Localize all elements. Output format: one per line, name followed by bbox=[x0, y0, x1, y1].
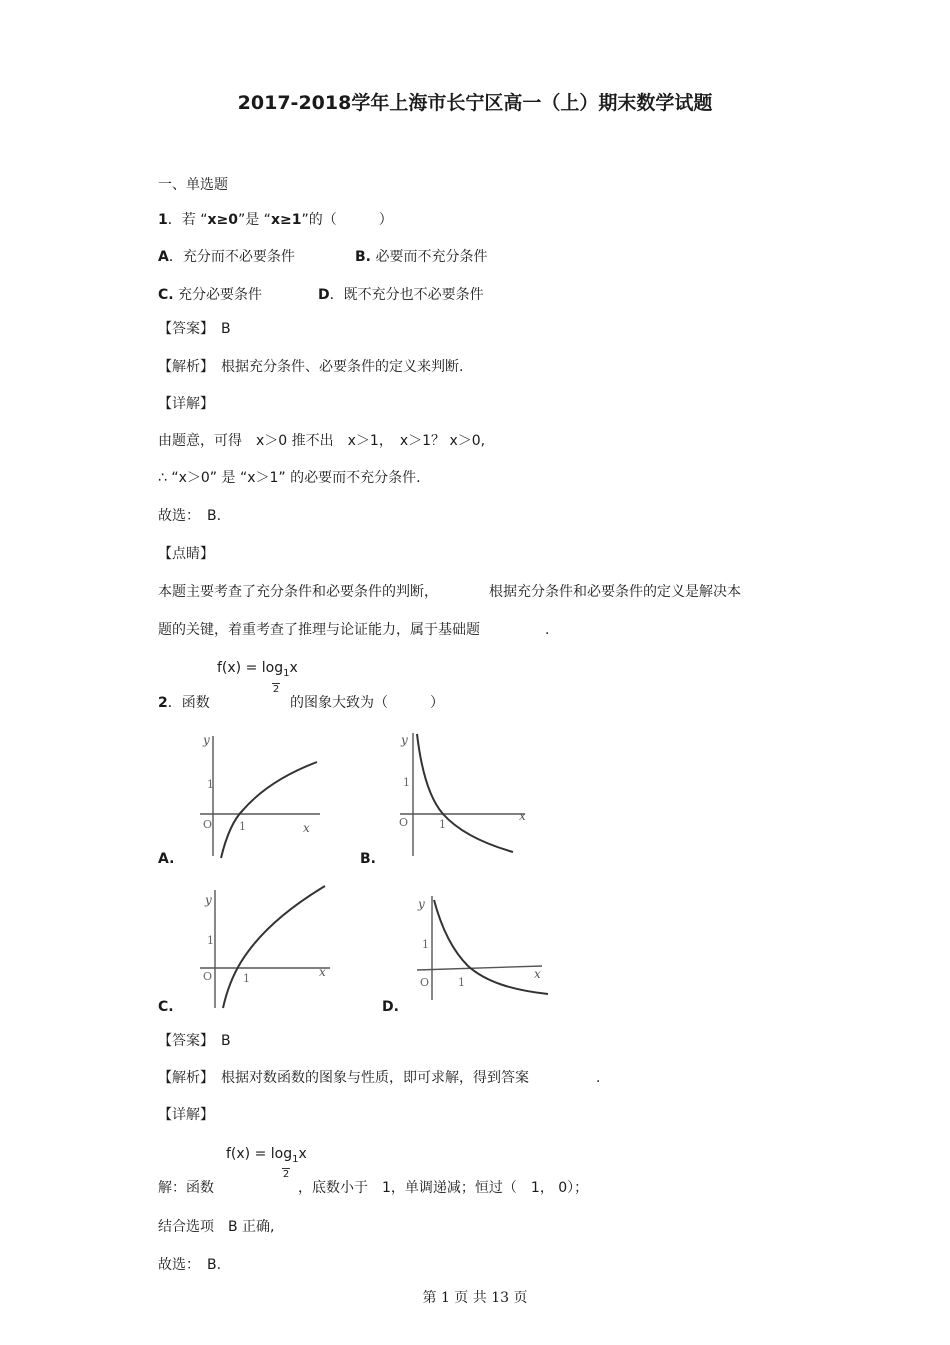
tick-one-y: 1 bbox=[403, 776, 410, 789]
option-d: D．既不充分也不必要条件 bbox=[318, 287, 484, 303]
y-label: y bbox=[203, 733, 210, 747]
condition-1: x≥0 bbox=[207, 212, 238, 228]
answer-2: 【答案】 B bbox=[158, 1033, 231, 1049]
question-2-stem-b: 的图象大致为（ ） bbox=[290, 695, 444, 711]
function-formula: $f(x) = \log_1x$ bbox=[217, 660, 298, 679]
tick-one-x: 1 bbox=[439, 818, 446, 831]
detail-line-1: 由题意，可得 x＞0 推不出 x＞1， x＞1？ x＞0, bbox=[158, 433, 486, 449]
analysis-2-end: . bbox=[596, 1070, 601, 1086]
y-label: y bbox=[401, 733, 408, 747]
comment-tag-1: 【点睛】 bbox=[158, 546, 214, 562]
origin-label: O bbox=[203, 970, 213, 983]
graph-option-d bbox=[412, 890, 552, 1005]
question-2-stem-a: 2．函数 bbox=[158, 695, 210, 711]
analysis-1: 【解析】 根据充分条件、必要条件的定义来判断. bbox=[158, 359, 464, 375]
origin-label: O bbox=[399, 816, 409, 829]
detail-line-2: ∴ “x＞0” 是 “x＞1” 的必要而不充分条件. bbox=[158, 470, 421, 486]
comment-line-2b: . bbox=[545, 622, 550, 638]
tick-one-y: 1 bbox=[422, 938, 429, 951]
condition-2: x≥1 bbox=[270, 212, 302, 228]
tick-one-x: 1 bbox=[458, 976, 465, 989]
comment-line-1a: 本题主要考查了充分条件和必要条件的判断， bbox=[158, 584, 438, 600]
question-1-stem: 1．若 “x≥0”是 “x≥1”的（ ） bbox=[158, 212, 393, 228]
comment-line-2a: 题的关键，着重考查了推理与论证能力，属于基础题 bbox=[158, 622, 480, 638]
origin-label: O bbox=[203, 818, 213, 831]
page-title: 2017-2018学年上海市长宁区高一（上）期末数学试题 bbox=[237, 92, 713, 114]
graph-option-a bbox=[195, 728, 330, 863]
option-a-label: A. bbox=[158, 851, 175, 867]
option-c-label: C. bbox=[158, 999, 174, 1015]
graph-option-c bbox=[195, 880, 335, 1015]
y-label: y bbox=[418, 897, 425, 911]
detail-tag-2: 【详解】 bbox=[158, 1107, 214, 1123]
log-curve bbox=[434, 900, 548, 994]
option-c: C. 充分必要条件 bbox=[158, 287, 263, 303]
option-b: B. 必要而不充分条件 bbox=[355, 249, 488, 265]
formula-base-denominator: 2 bbox=[272, 684, 280, 695]
tick-one-x: 1 bbox=[239, 820, 246, 833]
choose-1: 故选： B. bbox=[158, 508, 222, 524]
log-curve bbox=[417, 734, 513, 852]
option-b-label: B. bbox=[360, 851, 376, 867]
y-label: y bbox=[205, 893, 212, 907]
x-label: x bbox=[519, 809, 526, 823]
choose-2: 故选： B. bbox=[158, 1257, 222, 1273]
graph-option-b bbox=[395, 728, 530, 863]
log-curve bbox=[223, 886, 325, 1008]
option-d-label: D. bbox=[382, 999, 399, 1015]
page-footer: 第 1 页 共 13 页 bbox=[422, 1290, 528, 1306]
detail-tag-1: 【详解】 bbox=[158, 396, 214, 412]
section-heading: 一、单选题 bbox=[158, 177, 228, 193]
option-a: A．充分而不必要条件 bbox=[158, 249, 295, 265]
origin-label: O bbox=[420, 976, 430, 989]
x-label: x bbox=[534, 967, 541, 981]
formula-2-base-denominator: 2 bbox=[282, 1169, 290, 1180]
tick-one-y: 1 bbox=[207, 934, 214, 947]
x-label: x bbox=[303, 821, 310, 835]
log-curve bbox=[221, 762, 317, 858]
x-axis bbox=[417, 966, 542, 970]
solution-line-b: ，底数小于 1，单调递减；恒过（ 1， 0）； bbox=[298, 1180, 589, 1196]
analysis-2: 【解析】 根据对数函数的图象与性质，即可求解，得到答案 bbox=[158, 1070, 529, 1086]
x-label: x bbox=[319, 965, 326, 979]
question-number: 1 bbox=[158, 212, 168, 228]
solution-line-a: 解：函数 bbox=[158, 1180, 214, 1196]
tick-one-x: 1 bbox=[243, 972, 250, 985]
answer-1: 【答案】 B bbox=[158, 321, 231, 337]
tick-one-y: 1 bbox=[207, 778, 214, 791]
function-formula-2: $f(x) = \log_1x$ bbox=[226, 1146, 307, 1165]
conclusion-2: 结合选项 B 正确, bbox=[158, 1219, 275, 1235]
comment-line-1b: 根据充分条件和必要条件的定义是解决本 bbox=[489, 584, 741, 600]
